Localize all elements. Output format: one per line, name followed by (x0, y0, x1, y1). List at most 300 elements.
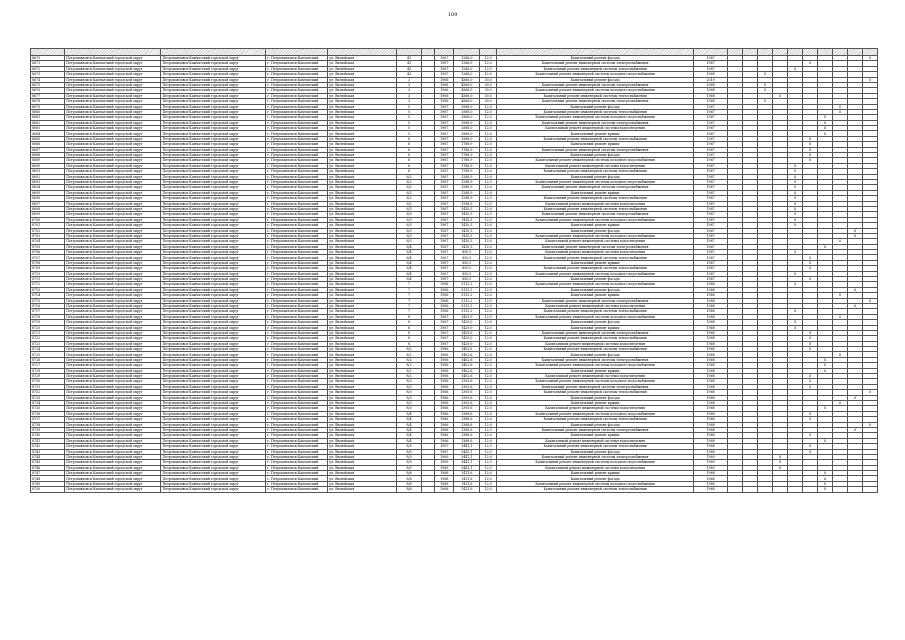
row-id: 8681 (31, 115, 65, 120)
year-cell: 1967 (435, 271, 454, 276)
table-header (31, 49, 878, 56)
work-type-cell: Капитальный ремонт инженерной системы электроснабжения (497, 357, 694, 362)
area-cell: 1411,6 (454, 481, 480, 486)
area-cell: 1388,6 (454, 433, 480, 438)
street-cell: ул. Вилюйская (328, 438, 396, 443)
mark-cell: X (818, 476, 833, 481)
district-cell: Петропавловск-Камчатский городской округ (161, 66, 266, 71)
year-cell: 1966 (435, 384, 454, 389)
area2-cell: 12,0 (480, 271, 497, 276)
year-cell: 1966 (435, 282, 454, 287)
work-type-cell: Капитальный ремонт инженерной системы холодного водоснабжения (497, 481, 694, 486)
district-cell: Петропавловск-Камчатский городской округ (161, 271, 266, 276)
district-cell: Петропавловск-Камчатский городской округ (161, 325, 266, 330)
plan-year-cell: 1968 (693, 357, 727, 362)
area-cell: 1429,0 (454, 314, 480, 319)
district-cell: Петропавловск-Камчатский городской округ (161, 444, 266, 449)
area2-cell: 12,0 (480, 320, 497, 325)
city-cell: г. Петропавловск-Камчатский (266, 347, 328, 352)
year-cell: 1966 (435, 417, 454, 422)
work-type-cell: Капитальный ремонт инженерной системы теплоснабжения (497, 93, 694, 98)
row-id: 8738 (31, 422, 65, 427)
plan-year-cell: 1967 (693, 158, 727, 163)
plan-year-cell: 1968 (693, 368, 727, 373)
city-cell: г. Петропавловск-Камчатский (266, 401, 328, 406)
mark-cell: X (788, 163, 803, 168)
mark-cell: X (818, 471, 833, 476)
area2-cell: 30,0 (480, 99, 497, 104)
area-cell: 850,5 (454, 255, 480, 260)
plan-year-cell: 1967 (693, 126, 727, 131)
district-cell: Петропавловск-Камчатский городской округ (161, 136, 266, 141)
row-id: 8671 (31, 61, 65, 66)
district-cell: Петропавловск-Камчатский городской округ (65, 357, 161, 362)
district-cell: Петропавловск-Камчатский городской округ (65, 417, 161, 422)
year-cell: 1967 (435, 142, 454, 147)
district-cell: Петропавловск-Камчатский городской округ (161, 406, 266, 411)
area2-cell: 12,0 (480, 260, 497, 265)
year-cell: 1967 (435, 228, 454, 233)
year-cell: 1966 (435, 287, 454, 292)
house-cell: 43 (396, 72, 422, 77)
city-cell: г. Петропавловск-Камчатский (266, 411, 328, 416)
mark-cell: X (832, 109, 847, 114)
city-cell: г. Петропавловск-Камчатский (266, 433, 328, 438)
area2-cell: 12,0 (480, 390, 497, 395)
area-cell: 1388,6 (454, 411, 480, 416)
plan-year-cell: 1967 (693, 250, 727, 255)
district-cell: Петропавловск-Камчатский городской округ (161, 282, 266, 287)
district-cell: Петропавловск-Камчатский городской округ (65, 282, 161, 287)
district-cell: Петропавловск-Камчатский городской округ (65, 217, 161, 222)
row-id: 8688 (31, 153, 65, 158)
district-cell: Петропавловск-Камчатский городской округ (65, 363, 161, 368)
district-cell: Петропавловск-Камчатский городской округ (65, 120, 161, 125)
work-type-cell: Капитальный ремонт инженерной системы холодного водоснабжения (497, 363, 694, 368)
row-id: 8705 (31, 244, 65, 249)
district-cell: Петропавловск-Камчатский городской округ (65, 212, 161, 217)
mark-cell: X (788, 201, 803, 206)
area-cell: 4566,0 (454, 77, 480, 82)
area2-cell: 12,0 (480, 357, 497, 362)
street-cell: ул. Вилюйская (328, 352, 396, 357)
work-type-cell: Капитальный ремонт инженерной системы теплоснабжения (497, 417, 694, 422)
row-id: 8746 (31, 465, 65, 470)
house-cell: 8/3 (396, 390, 422, 395)
district-cell: Петропавловск-Камчатский городской округ (161, 374, 266, 379)
house-cell: 3 (396, 77, 422, 82)
district-cell: Петропавловск-Камчатский городской округ (161, 352, 266, 357)
plan-year-cell: 1968 (693, 449, 727, 454)
plan-year-cell: 1968 (693, 384, 727, 389)
city-cell: г. Петропавловск-Камчатский (266, 153, 328, 158)
city-cell: г. Петропавловск-Камчатский (266, 298, 328, 303)
area2-cell: 12,0 (480, 352, 497, 357)
city-cell: г. Петропавловск-Камчатский (266, 61, 328, 66)
row-id: 8711 (31, 277, 65, 282)
mark-cell: X (788, 250, 803, 255)
mark-cell: X (803, 153, 818, 158)
work-type-cell: Капитальный ремонт крыши (497, 260, 694, 265)
work-type-cell: Капитальный ремонт инженерной системы электроснабжения (497, 147, 694, 152)
area-cell: 3112,2 (454, 282, 480, 287)
mark-cell: X (803, 142, 818, 147)
area-cell: 3441,1 (454, 449, 480, 454)
work-type-cell: Капитальный ремонт крыши (497, 401, 694, 406)
mark-cell: X (862, 390, 877, 395)
street-cell: ул. Вилюйская (328, 347, 396, 352)
row-id: 8740 (31, 433, 65, 438)
mark-cell: X (862, 77, 877, 82)
district-cell: Петропавловск-Камчатский городской округ (161, 293, 266, 298)
district-cell: Петропавловск-Камчатский городской округ (65, 433, 161, 438)
district-cell: Петропавловск-Камчатский городской округ (65, 239, 161, 244)
work-type-cell: Капитальный ремонт инженерной системы водоотведения (497, 250, 694, 255)
plan-year-cell: 1968 (693, 379, 727, 384)
city-cell: г. Петропавловск-Камчатский (266, 217, 328, 222)
city-cell: г. Петропавловск-Камчатский (266, 233, 328, 238)
district-cell: Петропавловск-Камчатский городской округ (65, 293, 161, 298)
area2-cell: 12,0 (480, 282, 497, 287)
area2-cell: 12,0 (480, 487, 497, 492)
area-cell: 1410,5 (454, 217, 480, 222)
house-cell: 7 (396, 282, 422, 287)
street-cell: ул. Вилюйская (328, 206, 396, 211)
work-type-cell: Капитальный ремонт инженерной системы водоотведения (497, 465, 694, 470)
row-id: 8748 (31, 476, 65, 481)
area2-cell: 12,0 (480, 411, 497, 416)
city-cell: г. Петропавловск-Камчатский (266, 417, 328, 422)
district-cell: Петропавловск-Камчатский городской округ (65, 341, 161, 346)
house-cell: 8/4 (396, 438, 422, 443)
district-cell: Петропавловск-Камчатский городской округ (65, 147, 161, 152)
house-cell: 5 (396, 115, 422, 120)
row-id: 8727 (31, 363, 65, 368)
district-cell: Петропавловск-Камчатский городской округ (65, 260, 161, 265)
house-cell: 6/2 (396, 196, 422, 201)
street-cell: ул. Вилюйская (328, 82, 396, 87)
district-cell: Петропавловск-Камчатский городской округ (161, 465, 266, 470)
mark-cell: X (788, 179, 803, 184)
work-type-cell: Капитальный ремонт фасада (497, 56, 694, 61)
city-cell: г. Петропавловск-Камчатский (266, 147, 328, 152)
plan-year-cell: 1967 (693, 174, 727, 179)
plan-year-cell: 1967 (693, 153, 727, 158)
district-cell: Петропавловск-Камчатский городской округ (65, 379, 161, 384)
year-cell: 1967 (435, 190, 454, 195)
plan-year-cell: 1968 (693, 341, 727, 346)
street-cell: ул. Вилюйская (328, 158, 396, 163)
house-cell: 6/4 (396, 250, 422, 255)
year-cell: 1966 (435, 93, 454, 98)
mark-cell: X (832, 104, 847, 109)
row-id: 8698 (31, 206, 65, 211)
city-cell: г. Петропавловск-Камчатский (266, 169, 328, 174)
city-cell: г. Петропавловск-Камчатский (266, 179, 328, 184)
area2-cell: 12,0 (480, 465, 497, 470)
plan-year-cell: 1967 (693, 56, 727, 61)
district-cell: Петропавловск-Камчатский городской округ (65, 395, 161, 400)
work-type-cell: Капитальный ремонт инженерной системы электроснабжения (497, 244, 694, 249)
mark-cell: X (832, 314, 847, 319)
street-cell: ул. Вилюйская (328, 406, 396, 411)
area-cell: 4566,0 (454, 88, 480, 93)
district-cell: Петропавловск-Камчатский городской округ (161, 158, 266, 163)
street-cell: ул. Вилюйская (328, 88, 396, 93)
plan-year-cell: 1967 (693, 244, 727, 249)
plan-year-cell: 1968 (693, 411, 727, 416)
district-cell: Петропавловск-Камчатский городской округ (65, 126, 161, 131)
year-cell: 1966 (435, 438, 454, 443)
district-cell: Петропавловск-Камчатский городской округ (161, 61, 266, 66)
plan-year-cell: 1968 (693, 298, 727, 303)
area2-cell: 12,0 (480, 239, 497, 244)
plan-year-cell: 1968 (693, 293, 727, 298)
work-type-cell: Капитальный ремонт фасада (497, 476, 694, 481)
district-cell: Петропавловск-Камчатский городской округ (161, 72, 266, 77)
mark-cell: X (818, 487, 833, 492)
year-cell: 1967 (435, 206, 454, 211)
work-type-cell: Капитальный ремонт инженерной системы электроснабжения (497, 427, 694, 432)
mark-cell: X (773, 460, 788, 465)
mark-cell: X (803, 384, 818, 389)
district-cell: Петропавловск-Камчатский городской округ (161, 260, 266, 265)
district-cell: Петропавловск-Камчатский городской округ (65, 460, 161, 465)
district-cell: Петропавловск-Камчатский городской округ (161, 384, 266, 389)
city-cell: г. Петропавловск-Камчатский (266, 228, 328, 233)
year-cell: 1966 (435, 88, 454, 93)
row-id: 8696 (31, 196, 65, 201)
city-cell: г. Петропавловск-Камчатский (266, 314, 328, 319)
street-cell: ул. Вилюйская (328, 142, 396, 147)
area2-cell: 12,0 (480, 325, 497, 330)
year-cell: 1969 (435, 465, 454, 470)
row-id: 8682 (31, 120, 65, 125)
city-cell: г. Петропавловск-Камчатский (266, 287, 328, 292)
area2-cell: 12,0 (480, 56, 497, 61)
plan-year-cell: 1968 (693, 481, 727, 486)
district-cell: Петропавловск-Камчатский городской округ (161, 314, 266, 319)
area-cell: 1788,9 (454, 163, 480, 168)
city-cell: г. Петропавловск-Камчатский (266, 384, 328, 389)
work-type-cell: Капитальный ремонт крыши (497, 142, 694, 147)
work-type-cell: Капитальный ремонт инженерной системы водоотведения (497, 406, 694, 411)
district-cell: Петропавловск-Камчатский городской округ (161, 77, 266, 82)
work-type-cell: Капитальный ремонт инженерной системы водоотведения (497, 163, 694, 168)
year-cell: 1967 (435, 449, 454, 454)
plan-year-cell: 1967 (693, 217, 727, 222)
city-cell: г. Петропавловск-Камчатский (266, 142, 328, 147)
house-cell: 8/4 (396, 411, 422, 416)
area2-cell: 12,0 (480, 131, 497, 136)
street-cell: ул. Вилюйская (328, 104, 396, 109)
district-cell: Петропавловск-Камчатский городской округ (161, 147, 266, 152)
house-cell: 8/2 (396, 347, 422, 352)
mark-cell: X (803, 260, 818, 265)
district-cell: Петропавловск-Камчатский городской округ (65, 142, 161, 147)
district-cell: Петропавловск-Камчатский городской округ (161, 481, 266, 486)
row-id: 8747 (31, 471, 65, 476)
street-cell: ул. Вилюйская (328, 228, 396, 233)
year-cell: 1967 (435, 444, 454, 449)
plan-year-cell: 1967 (693, 131, 727, 136)
city-cell: г. Петропавловск-Камчатский (266, 293, 328, 298)
district-cell: Петропавловск-Камчатский городской округ (65, 309, 161, 314)
house-cell: 6/2 (396, 190, 422, 195)
house-cell: 6 (396, 158, 422, 163)
house-cell: 8/6 (396, 481, 422, 486)
area2-cell: 12,0 (480, 347, 497, 352)
mark-cell: X (803, 158, 818, 163)
mark-cell: X (818, 363, 833, 368)
area2-cell: 12,0 (480, 212, 497, 217)
area-cell: 1288,9 (454, 185, 480, 190)
street-cell: ул. Вилюйская (328, 190, 396, 195)
mark-cell: X (847, 427, 862, 432)
work-type-cell: Капитальный ремонт фасада (497, 77, 694, 82)
work-type-cell: Капитальный ремонт инженерной системы электроснабжения (497, 212, 694, 217)
district-cell: Петропавловск-Камчатский городской округ (65, 56, 161, 61)
mark-cell: X (803, 136, 818, 141)
work-type-cell: Капитальный ремонт инженерной системы холодного водоснабжения (497, 179, 694, 184)
year-cell: 1968 (435, 471, 454, 476)
street-cell: ул. Вилюйская (328, 476, 396, 481)
district-cell: Петропавловск-Камчатский городской округ (161, 169, 266, 174)
district-cell: Петропавловск-Камчатский городской округ (65, 109, 161, 114)
mark-cell: X (788, 185, 803, 190)
mark-cell: X (803, 444, 818, 449)
plan-year-cell: 1968 (693, 401, 727, 406)
row-id: 8715 (31, 298, 65, 303)
city-cell: г. Петропавловск-Камчатский (266, 427, 328, 432)
mark-cell: X (788, 196, 803, 201)
area-cell: 1388,6 (454, 438, 480, 443)
mark-cell: X (832, 352, 847, 357)
city-cell: г. Петропавловск-Камчатский (266, 66, 328, 71)
street-cell: ул. Вилюйская (328, 303, 396, 308)
district-cell: Петропавловск-Камчатский городской округ (65, 438, 161, 443)
city-cell: г. Петропавловск-Камчатский (266, 136, 328, 141)
area-cell: 3112,2 (454, 287, 480, 292)
area-cell: 1788,9 (454, 142, 480, 147)
house-cell: 7 (396, 309, 422, 314)
area2-cell: 12,0 (480, 471, 497, 476)
mark-cell: X (847, 287, 862, 292)
work-type-cell: Капитальный ремонт инженерной системы теплоснабжения (497, 169, 694, 174)
row-id: 8701 (31, 223, 65, 228)
area2-cell: 12,0 (480, 449, 497, 454)
house-cell: 6 (396, 147, 422, 152)
area-cell: 1288,9 (454, 190, 480, 195)
year-cell: 1967 (435, 169, 454, 174)
area-cell: 3568,0 (454, 109, 480, 114)
area2-cell: 12,0 (480, 223, 497, 228)
plan-year-cell: 1967 (693, 228, 727, 233)
district-cell: Петропавловск-Камчатский городской округ (161, 368, 266, 373)
year-cell: 1967 (435, 185, 454, 190)
year-cell: 1967 (435, 266, 454, 271)
city-cell: г. Петропавловск-Камчатский (266, 158, 328, 163)
city-cell: г. Петропавловск-Камчатский (266, 250, 328, 255)
city-cell: г. Петропавловск-Камчатский (266, 352, 328, 357)
year-cell: 1967 (435, 260, 454, 265)
street-cell: ул. Вилюйская (328, 93, 396, 98)
city-cell: г. Петропавловск-Камчатский (266, 277, 328, 282)
area-cell: 1429,0 (454, 320, 480, 325)
year-cell: 1967 (435, 56, 454, 61)
row-id: 8714 (31, 293, 65, 298)
house-cell: 8/3 (396, 379, 422, 384)
house-cell: 43 (396, 66, 422, 71)
plan-year-cell: 1969 (693, 460, 727, 465)
work-type-cell: Капитальный ремонт инженерной системы теплоснабжения (497, 255, 694, 260)
street-cell: ул. Вилюйская (328, 66, 396, 71)
work-type-cell: Капитальный ремонт инженерной системы теплоснабжения (497, 206, 694, 211)
area-cell: 1410,5 (454, 228, 480, 233)
year-cell: 1966 (435, 309, 454, 314)
city-cell: г. Петропавловск-Камчатский (266, 476, 328, 481)
house-cell: 6 (396, 142, 422, 147)
district-cell: Петропавловск-Камчатский городской округ (161, 298, 266, 303)
row-id: 8691 (31, 169, 65, 174)
house-cell: 8/5 (396, 465, 422, 470)
house-cell: 7 (396, 298, 422, 303)
street-cell: ул. Вилюйская (328, 379, 396, 384)
city-cell: г. Петропавловск-Камчатский (266, 163, 328, 168)
mark-cell: X (803, 449, 818, 454)
year-cell: 1966 (435, 390, 454, 395)
work-type-cell: Капитальный ремонт инженерной системы холодного водоснабжения (497, 282, 694, 287)
city-cell: г. Петропавловск-Камчатский (266, 449, 328, 454)
area-cell: 1286,0 (454, 72, 480, 77)
work-type-cell: Капитальный ремонт инженерной системы электроснабжения (497, 99, 694, 104)
area2-cell: 12,0 (480, 460, 497, 465)
area2-cell: 30,0 (480, 88, 497, 93)
mark-cell (773, 487, 788, 492)
row-id: 8675 (31, 82, 65, 87)
work-type-cell: Капитальный ремонт инженерной системы холодного водоснабжения (497, 411, 694, 416)
year-cell: 1967 (435, 131, 454, 136)
city-cell: г. Петропавловск-Камчатский (266, 271, 328, 276)
work-type-cell: Капитальный ремонт инженерной системы теплоснабжения (497, 66, 694, 71)
mark-cell: X (818, 357, 833, 362)
district-cell: Петропавловск-Камчатский городской округ (161, 104, 266, 109)
work-type-cell: Капитальный ремонт крыши (497, 190, 694, 195)
city-cell: г. Петропавловск-Камчатский (266, 438, 328, 443)
street-cell: ул. Вилюйская (328, 471, 396, 476)
year-cell: 1966 (435, 352, 454, 357)
area2-cell: 12,0 (480, 363, 497, 368)
area-cell: 1288,9 (454, 201, 480, 206)
plan-year-cell: 1968 (693, 422, 727, 427)
area2-cell: 12,0 (480, 401, 497, 406)
plan-year-cell: 1967 (693, 212, 727, 217)
street-cell: ул. Вилюйская (328, 99, 396, 104)
work-type-cell: Капитальный ремонт инженерной системы теплоснабжения (497, 136, 694, 141)
row-id: 8707 (31, 255, 65, 260)
plan-year-cell: 1967 (693, 190, 727, 195)
plan-year-cell: 1968 (693, 476, 727, 481)
city-cell: г. Петропавловск-Камчатский (266, 255, 328, 260)
street-cell: ул. Вилюйская (328, 465, 396, 470)
area2-cell: 12,0 (480, 169, 497, 174)
district-cell: Петропавловск-Камчатский городской округ (65, 277, 161, 282)
mark-cell: X (862, 422, 877, 427)
area-cell: 3112,2 (454, 293, 480, 298)
district-cell: Петропавловск-Камчатский городской округ (65, 104, 161, 109)
street-cell: ул. Вилюйская (328, 341, 396, 346)
area2-cell: 12,0 (480, 427, 497, 432)
